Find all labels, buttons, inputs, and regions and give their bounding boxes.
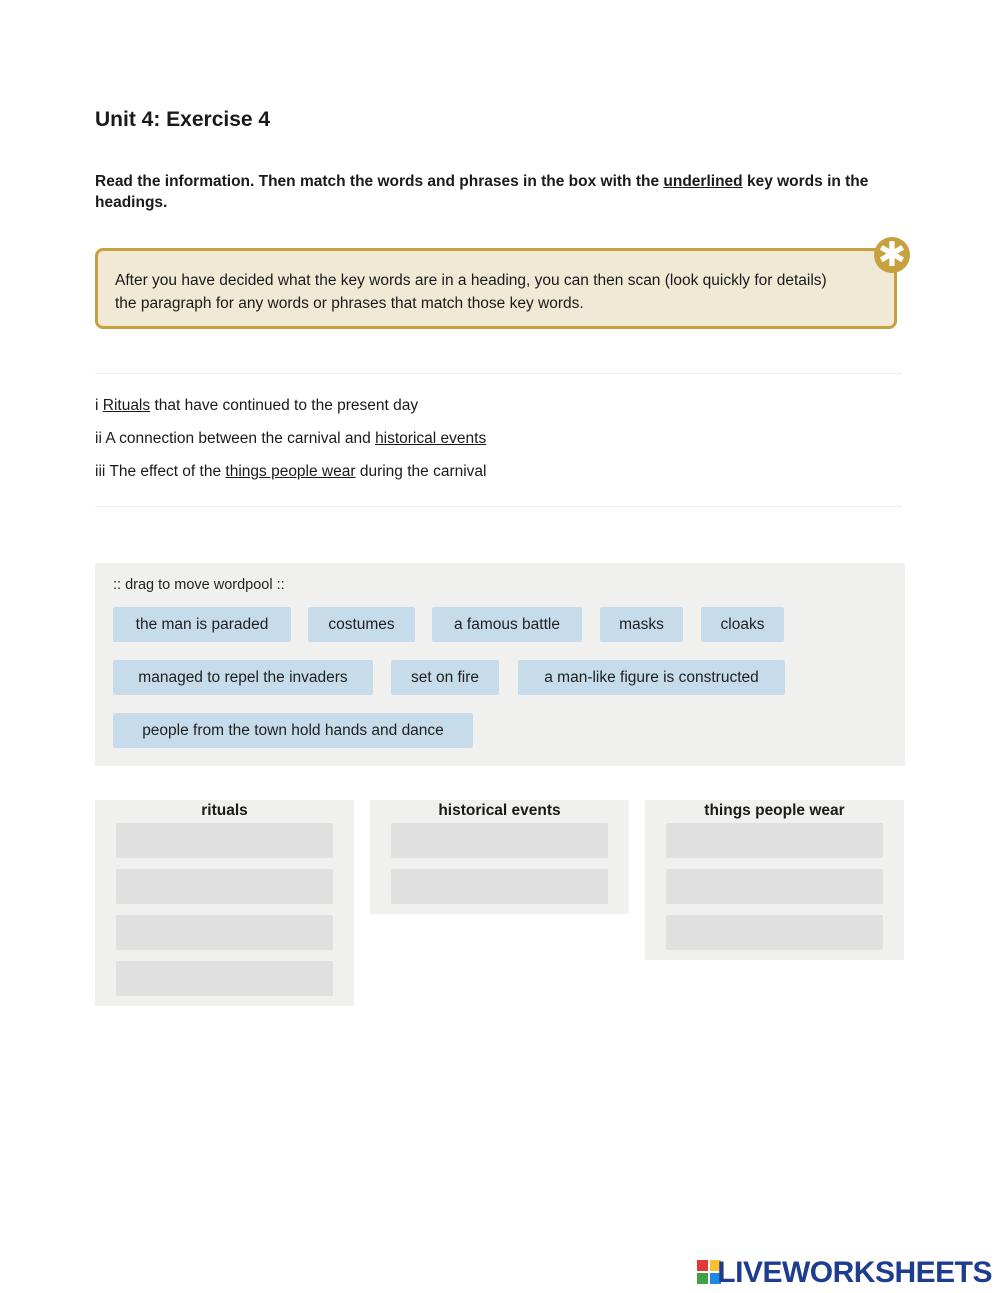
page-title: Unit 4: Exercise 4	[95, 108, 271, 131]
instructions-underlined-word: underlined	[663, 173, 743, 190]
word-chip[interactable]: masks	[600, 607, 683, 642]
instructions	[95, 171, 907, 213]
drop-slot[interactable]	[116, 915, 333, 950]
heading-1-post: that have continued to the present day	[150, 397, 419, 414]
drop-slot[interactable]	[391, 869, 608, 904]
word-chip[interactable]: people from the town hold hands and dance	[113, 713, 473, 748]
wordpool-drag-handle[interactable]: :: drag to move wordpool ::	[113, 577, 285, 593]
heading-3-pre: iii The effect of the	[95, 463, 226, 480]
heading-item-1	[95, 397, 418, 415]
word-chip[interactable]: costumes	[308, 607, 415, 642]
word-chip[interactable]: the man is paraded	[113, 607, 291, 642]
heading-1-pre: i	[95, 397, 103, 414]
drop-column-rituals	[95, 800, 354, 1006]
heading-item-2	[95, 430, 486, 448]
drop-slot[interactable]	[116, 823, 333, 858]
heading-2-pre: ii A connection between the carnival and	[95, 430, 376, 447]
drop-column-title: rituals	[201, 802, 248, 819]
word-chip[interactable]: managed to repel the invaders	[113, 660, 373, 695]
star-icon: ✱	[874, 237, 910, 273]
heading-1-keyword: Rituals	[102, 397, 151, 414]
instructions-text-before: Read the information. Then match the words and phrases in the box with the	[95, 173, 664, 190]
drop-slot[interactable]	[666, 915, 883, 950]
drop-column-title: historical events	[438, 802, 561, 819]
drop-slot[interactable]	[116, 869, 333, 904]
word-chip[interactable]: set on fire	[391, 660, 499, 695]
heading-2-keyword: historical events	[375, 430, 487, 447]
drop-column-things-people-wear	[645, 800, 904, 960]
liveworksheets-logo: LIVEWORKSHEETS	[717, 1256, 992, 1289]
wordpool[interactable]	[95, 563, 905, 766]
drop-column-historical-events	[370, 800, 629, 914]
drop-slot[interactable]	[666, 869, 883, 904]
divider-top	[95, 373, 902, 374]
divider-bottom	[95, 506, 902, 507]
word-chip[interactable]: a man-like figure is constructed	[518, 660, 785, 695]
heading-item-3	[95, 463, 487, 481]
tip-text: After you have decided what the key words are in a heading, you can then scan (look quickly for details) the paragraph for any words or phrases that match those key words.	[115, 272, 827, 312]
instructions-text-after: key words in the headings.	[95, 173, 869, 211]
heading-3-keyword: things people wear	[225, 463, 356, 480]
heading-3-post: during the carnival	[355, 463, 487, 480]
word-chip[interactable]: cloaks	[701, 607, 784, 642]
drop-slot[interactable]	[391, 823, 608, 858]
word-chip[interactable]: a famous battle	[432, 607, 582, 642]
tip-box	[95, 248, 897, 329]
drop-slot[interactable]	[666, 823, 883, 858]
drop-slot[interactable]	[116, 961, 333, 996]
drop-column-title: things people wear	[704, 802, 845, 819]
